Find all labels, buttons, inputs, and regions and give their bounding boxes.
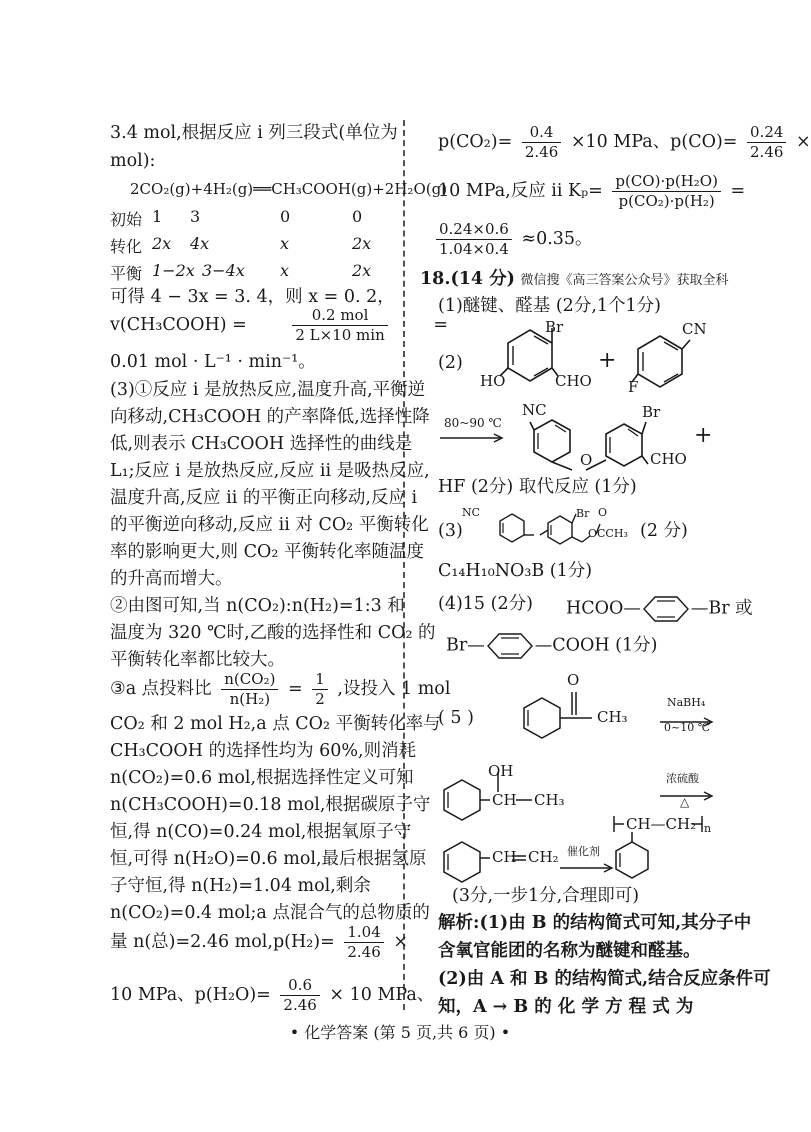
rate-formula — [110, 308, 448, 343]
answer-3-label: (3) — [438, 521, 463, 541]
pressure-formula — [110, 925, 408, 960]
fraction-denominator: 2.46 — [524, 143, 559, 161]
text-line: mol): — [110, 151, 156, 171]
answer-3-score: (2 分) — [640, 521, 688, 541]
text-line: CO₂ 和 2 mol H₂,a 点 CO₂ 平衡转化率与 — [110, 714, 441, 734]
table-cell: 4x — [190, 234, 210, 253]
answer-4-isomer-a — [566, 596, 753, 622]
text-segment: HCOO— — [566, 598, 641, 619]
fraction — [344, 925, 383, 960]
text-segment: ③a 点投料比 — [110, 679, 212, 699]
reaction-arrow — [440, 428, 506, 447]
explanation-line: 解析:(1)由 B 的结构简式可知,其分子中 — [438, 913, 752, 933]
explanation-line: 含氧官能团的名称为醚键和醛基。 — [438, 941, 701, 961]
answer-5-label: ( 5 ) — [438, 708, 474, 728]
atom-label: O — [567, 671, 580, 689]
reagent-label: 浓硫酸 — [666, 772, 699, 785]
fraction — [522, 125, 561, 160]
text-line: 恒,可得 n(H₂O)=0.6 mol,最后根据氢原 — [110, 849, 427, 869]
pressure-formula — [438, 125, 811, 160]
reaction-condition: △ — [680, 795, 690, 809]
text-line: ②由图可知,当 n(CO₂):n(H₂)=1:3 和 — [110, 596, 405, 616]
text-line: 温度升高,反应 ii 的平衡正向移动,反应 i — [110, 488, 418, 508]
fraction-denominator: p(CO₂)·p(H₂) — [618, 192, 715, 210]
text-segment: × 10 MPa、 — [329, 985, 435, 1005]
watermark-note: 微信搜《高三答案公众号》获取全科 — [520, 273, 729, 288]
fraction-numerator: 0.24 — [747, 125, 786, 143]
atom-label: NC — [462, 506, 481, 519]
atom-label: CH — [492, 848, 517, 866]
text-segment: × — [796, 132, 811, 152]
fraction-numerator: n(CO₂) — [221, 672, 278, 690]
fraction-numerator: 0.24×0.6 — [436, 222, 512, 240]
column-divider — [403, 120, 405, 1010]
text-segment: Br— — [446, 635, 485, 656]
text-segment: ×10 MPa、p(CO)= — [570, 132, 738, 152]
fraction-numerator: 1.04 — [344, 925, 383, 943]
fraction — [612, 174, 721, 209]
rate-label: v(CH₃COOH) = — [110, 315, 247, 335]
text-line: 温度为 320 ℃时,乙酸的选择性和 CO₂ 的 — [110, 623, 436, 643]
explanation-line: 知，A → B 的 化 学 方 程 式 为 — [438, 997, 694, 1017]
table-cell: x — [280, 234, 290, 253]
answer-4: (4)15 (2分) — [438, 594, 533, 614]
arrow-right-icon — [440, 433, 506, 443]
structure-product-b — [520, 400, 700, 489]
fraction-denominator: n(H₂) — [229, 690, 271, 708]
text-segment: × — [393, 932, 408, 952]
table-cell: 0 — [280, 207, 291, 226]
text-line: 恒,得 n(CO)=0.24 mol,根据氧原子守 — [110, 822, 412, 842]
text-segment: 量 n(总)=2.46 mol,p(H₂)= — [110, 932, 335, 952]
table-cell: 3 — [190, 207, 201, 226]
question-number: 18.(14 分) — [420, 269, 515, 289]
atom-label: n — [704, 822, 712, 835]
reagent-label: NaBH₄ — [667, 696, 706, 709]
fraction-denominator: 1.04×0.4 — [439, 240, 509, 258]
equals-sign: = — [288, 679, 303, 699]
explanation-line: (2)由 A 和 B 的结构简式,结合反应条件可 — [438, 969, 771, 989]
text-line: n(CO₂)=0.4 mol;a 点混合气的总物质的 — [110, 903, 430, 923]
text-line: (3)①反应 i 是放热反应,温度升高,平衡逆 — [110, 380, 426, 400]
ratio-formula — [110, 672, 450, 707]
text-line: 低,则表示 CH₃COOH 选择性的曲线是 — [110, 434, 413, 454]
text-line: n(CO₂)=0.6 mol,根据选择性定义可知 — [110, 768, 414, 788]
atom-label: CH₃ — [597, 708, 628, 726]
text-segment: ≈0.35。 — [521, 229, 593, 249]
text-line: CH₃COOH 的选择性均为 60%,则消耗 — [110, 741, 417, 761]
text-line: 3.4 mol,根据反应 i 列三段式(单位为 — [110, 123, 398, 143]
fraction-denominator: 2.46 — [750, 143, 784, 161]
fraction-numerator: 0.6 — [280, 978, 319, 996]
table-cell: 转化 — [110, 237, 143, 256]
atom-label: CH₂ — [528, 848, 559, 866]
text-segment: —COOH (1分) — [534, 635, 658, 656]
atom-label: HO — [480, 372, 506, 390]
molecular-formula: C₁₄H₁₀NO₃B (1分) — [438, 561, 593, 581]
table-cell: 1 — [152, 207, 163, 226]
atom-label: CHO — [555, 372, 592, 390]
text-line: 可得 4 − 3x = 3. 4，则 x = 0. 2， — [110, 287, 395, 307]
atom-label: Br — [545, 318, 564, 336]
fraction-denominator: 2 — [315, 690, 325, 708]
fraction — [280, 978, 319, 1013]
fraction-numerator: p(CO)·p(H₂O) — [612, 174, 721, 192]
atom-label: Br — [576, 507, 590, 520]
reaction-condition: 0~10 ℃ — [664, 721, 711, 734]
text-line: 子守恒,得 n(H₂)=1.04 mol,剩余 — [110, 876, 371, 896]
reagent-label: 催化剂 — [567, 845, 600, 858]
text-segment: p(CO₂)= — [438, 132, 513, 152]
arrow-right-icon — [560, 863, 615, 873]
fraction-denominator: 2 L×10 min — [295, 326, 385, 344]
atom-label: OCCH₃ — [588, 527, 628, 540]
benzene-ring-icon — [520, 400, 700, 485]
text-line: 0.01 mol · L⁻¹ · min⁻¹。 — [110, 352, 316, 372]
table-cell: 平衡 — [110, 264, 143, 283]
atom-label: Br — [642, 403, 661, 421]
fraction-denominator: 2.46 — [347, 943, 381, 961]
plus-sign: + — [598, 348, 617, 373]
page-footer: • 化学答案 (第 5 页,共 6 页) • — [289, 1023, 511, 1042]
atom-label: CH₃ — [534, 791, 565, 809]
text-segment: 10 MPa,反应 ii Kₚ= — [438, 181, 603, 201]
table-cell: 3−4x — [202, 261, 245, 280]
atom-label: OH — [488, 762, 514, 780]
atom-label: NC — [522, 401, 547, 419]
fraction — [292, 308, 387, 343]
table-cell: 2x — [352, 261, 372, 280]
atom-label: F — [628, 378, 639, 396]
fraction — [747, 125, 786, 160]
table-cell: 初始 — [110, 210, 143, 229]
text-segment: ,设投入 1 mol — [337, 679, 451, 699]
text-line: 的升高而增大。 — [110, 569, 233, 589]
question-18-heading — [420, 271, 729, 289]
reaction-arrow — [560, 858, 615, 877]
answer-5-score: (3分,一步1分,合理即可) — [452, 886, 640, 906]
fraction — [436, 222, 512, 257]
benzene-ring-icon — [641, 596, 691, 622]
text-line: 率的影响更大,则 CO₂ 平衡转化率随温度 — [110, 542, 424, 562]
plus-sign: + — [694, 423, 713, 448]
table-cell: 0 — [352, 207, 363, 226]
equals-sign: = — [433, 315, 448, 335]
text-line: 平衡转化率都比较大。 — [110, 650, 285, 670]
answer-1: (1)醚键、醛基 (2分,1个1分) — [438, 296, 661, 316]
text-segment: 10 MPa、p(H₂O)= — [110, 985, 271, 1005]
kp-formula — [438, 174, 745, 209]
answer-2-label: (2) — [438, 353, 463, 373]
reaction-equation: 2CO₂(g)+4H₂(g)══CH₃COOH(g)+2H₂O(g) — [130, 180, 448, 198]
pressure-formula — [110, 978, 434, 1013]
atom-label: CH — [492, 791, 517, 809]
answer-4-isomer-b — [446, 633, 657, 659]
fraction-numerator: 0.2 mol — [292, 308, 387, 326]
atom-label: O — [580, 451, 593, 469]
table-cell: x — [280, 261, 290, 280]
text-segment: = — [730, 181, 746, 201]
fraction-denominator: 2.46 — [283, 996, 317, 1014]
fraction-numerator: 1 — [312, 672, 328, 690]
table-cell: 1−2x — [152, 261, 195, 280]
text-line: L₁;反应 i 是放热反应,反应 ii 是吸热反应, — [110, 461, 430, 481]
atom-label: CN — [682, 320, 707, 338]
fraction-numerator: 0.4 — [522, 125, 561, 143]
text-line: 的平衡逆向移动,反应 ii 对 CO₂ 平衡转化 — [110, 515, 429, 535]
text-line: n(CH₃COOH)=0.18 mol,根据碳原子守 — [110, 795, 431, 815]
fraction — [221, 672, 278, 707]
answer-2-result: HF (2分) 取代反应 (1分) — [438, 477, 637, 497]
text-segment: —Br 或 — [690, 598, 753, 619]
table-cell: 2x — [352, 234, 372, 253]
kp-result — [436, 222, 593, 257]
benzene-ring-icon — [485, 633, 535, 659]
atom-label: O — [598, 506, 608, 519]
table-cell: 2x — [152, 234, 172, 253]
atom-label: CH—CH₂ — [626, 815, 697, 833]
fraction — [312, 672, 328, 707]
reaction-condition: 80~90 ℃ — [444, 416, 502, 430]
atom-label: CHO — [650, 450, 687, 468]
text-line: 向移动,CH₃COOH 的产率降低,选择性降 — [110, 407, 430, 427]
